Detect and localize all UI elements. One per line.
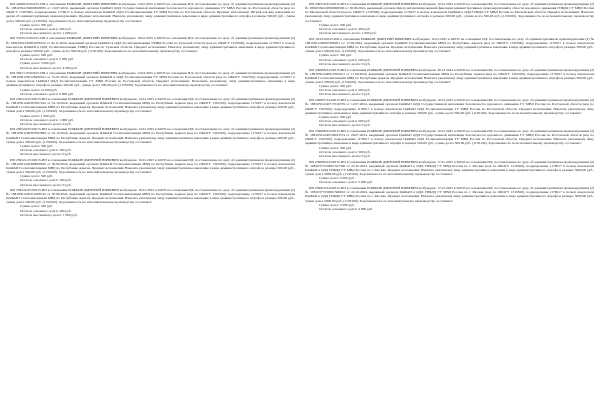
record-text: ИП 239807/24/02015-ИП в отношении РОЖКОВ ДМИТРИЙ ЮРЬЕВИЧ возбуждено 10.01.2025 в 62035 на основании ИД: постановление по делу об административном правонарушении (2) № 18810501240717016729 от 12.07.2024, выданный органом ЦАФАП ОДД Государственной инспекции безопасности дорожного движения ГУ МВД России по Ростовской области (код по ОКОГУ 1310500), подразделение 1176017 в пользу взыскателя ЦАФАП ОДД Госавтоинспекции ГУ МВД России по Ростовской области. Предмет исполнения: Наказать указанному лицу административное наказание в виде административного штрафа в размере 500,00 руб., сумма долга 500,00 руб. (1150100). Задолженность по исполнительному производству составляет: [305,98,594,115]
proceeding-record [305,129,594,158]
debt-amount-line: Остаток основного долга: 490 руб. [319,26,371,31]
debt-amount-line: Сумма долга: 5 000 руб. [319,202,355,207]
debt-amount-line: Сумма долга: 500 руб. [20,143,54,148]
debt-amount-line: Сумма долга: 500 руб. [319,53,353,58]
debt-amount-line: Остаток неосновного долга: 0 руб. [319,92,371,97]
debt-amount-line: Остаток основного долга: 5 000 руб. [20,57,75,62]
proceeding-record [305,160,594,185]
debt-amount-line: Остаток неосновного долга: 0 руб. [20,182,72,187]
debt-amount-line: Сумма долга: 500 руб. [319,84,353,89]
debt-amount-line: Сумма долга: 500 руб. [319,114,353,119]
proceeding-record [6,97,295,126]
debt-amount-line: Сумма долга: 5 000 руб. [319,176,355,181]
debt-amount-line: Остаток основного долга: 1 000 руб. [20,117,75,122]
record-text: ИП 49468/25/02015-ИП в отношении РОЖКОВ ДМИТРИЙ ЮРЬЕВИЧ возбуждено 14.02.2025 в 62035 на основании ИД: постановление по делу об административном правонарушении (2) № 18810361250000028955 от 10.07.2024, выданный органом ЦАФАП ОДД Государственной инспекции безопасности дорожного движения ГУ МВД России по Ростовской области (код по ОКОГУ 1310500), подразделение 1176017 в пользу взыскателя ЦАФАП ОДД Госавтоинспекции ГУ МВД России по Ростовской области. Предмет исполнения: Штраф как вид наказания по делам об административных правонарушениях. Предмет исполнения: Наказать указанному лицу административное наказание в виде административного штрафа в размере 500,00 руб., сумма долга 500,00 руб. (1150100). Задолженность по исполнительному производству составляет: [6,2,295,23]
debt-amount-line: Остаток неосновного долга: 0 руб. [319,123,371,128]
debt-amount-line: Сумма долга: 500 руб. [319,22,353,27]
debt-amount-line: Сумма долга: 10 000 руб. [20,87,58,92]
record-text: ИП 58471/25/02015-ИП в отношении РОЖКОВ ДМИТРИЙ ЮРЬЕВИЧ возбуждено 14.04.2025 в 62035 на основании ИД: постановление по делу об административном правонарушении (2) № 18810361250128200521 от 31.01.2025, выданный органом ЦАФАП в ОДД Госавтоинспекции ГУ МВД России по Ростовской области (код по ОКОГУ 1310500), подразделение 1176017 в пользу взыскателя ЦАФАП ОДД Госавтоинспекции ГУ МВД России по Ростовской области. Предмет исполнения: Исполнить указанному лицу административное наказание в виде административного штрафа в размере 500,00 руб., сумма долга 500,00 руб. (1150100). Задолженность по исполнительному производству составляет: [6,70,295,88]
debt-amount-line: Сумма долга: 5 000 руб. [20,61,56,66]
debt-amount-line: Остаток основного долга: 9 800 руб. [20,91,75,96]
debt-amount-line: Остаток основного долга: 490 руб. [20,26,72,31]
debt-amount-line: Остаток основного долга: 500 руб. [20,178,72,183]
debt-amount-line: Сумма долга: 500 руб. [20,174,54,179]
debt-amount-line: Сумма долга: 500 руб. [20,53,54,58]
debt-amount-line: Сумма долга: 500 руб. [20,204,54,209]
proceeding-record [305,2,594,35]
record-text: ИП 239522/25/02015-ИП в отношении РОЖКОВ ДМИТРИЙ ЮРЬЕВИЧ возбуждено 10.01.2025 в 62035 на основании ИД: постановление по делу об административном правонарушении (2) № 18810501240311008745 от 30.09.2024, выданный органом ЦАФАП Госавтоинспекции МВД по Республике Адыгея (код по ОКОГУ 1310500), подразделение 1176017 в пользу взыскателя ЦАФАП Госавтоинспекции МВД по Республике Адыгея. Предмет исполнения: Наказать указанному лицу административное наказание в виде административного штрафа в размере 500,00 руб., сумма долга 500,00 руб. (1150100). Задолженность по исполнительному производству составляет: [6,187,295,205]
record-text: ИП 239521/25/02015-ИП в отношении РОЖКОВ ДМИТРИЙ ЮРЬЕВИЧ возбуждено 10.01.2025 в 62035 на основании ИД: постановление по делу об административном правонарушении (2) № 18810501240309000826 от 30.09.2024, выданный органом ЦАФАП Госавтоинспекции МВД по Республике Адыгея (код по ОКОГУ 1310500), подразделение 1176017 в пользу взыскателя ЦАФАП Госавтоинспекции МВД по Республике Адыгея. Предмет исполнения: Наказать указанному лицу административное наказание в виде административного штрафа в размере 500,00 руб., сумма долга 500,00 руб. (1150100). Задолженность по исполнительному производству составляет: [6,157,295,175]
proceeding-record [305,68,594,97]
debt-amount-line: Остаток неосновного долга: 0 руб. [319,61,371,66]
record-text: ИП 239520/25/02015-ИП в отношении РОЖКОВ ДМИТРИЙ ЮРЬЕВИЧ возбуждено 14.01.2025 в 62035 на основании ИД: постановление по делу об административном правонарушении (2) № 18810501240307007889 от 01.10.2024, выданный органом ЦАФАП Госавтоинспекции МВД по Республике Адыгея (код по ОКОГУ 1310500), подразделение 1176017 в пользу взыскателя ЦАФАП Госавтоинспекции МВД по Республике Адыгея. Предмет исполнения: Наказать указанному лицу административное наказание в виде административного штрафа в размере 500,00 руб., сумма долга 500,00 руб. (1150100). Задолженность по исполнительному производству составляет: [6,127,295,144]
proceeding-record [6,127,295,156]
debt-amount-line: Остаток неосновного долга: 1 000 руб. [319,31,377,36]
debt-amount-line: Остаток неосновного долга: 0 руб. [319,153,371,158]
proceeding-record [6,188,295,217]
proceeding-record [6,2,295,35]
debt-amount-line: Сумма долга: 500 руб. [319,145,353,150]
debt-amount-line: Остаток основного долга: 500 руб. [20,148,72,153]
right-column [305,2,594,402]
record-text: ИП 239809/24/02015-ИП в отношении РОЖКОВ ДМИТРИЙ ЮРЬЕВИЧ возбуждено 17.01.2025 в 62035 на основании ИД: постановление по делу об административном правонарушении (2) № 18810377250001527500 от 22.10.2024, выданный органом ЦАФАП в ОДД ГИБДД ГУ МВД России по г. Москве (код по ОКОГУ 1310500), подразделение 1176017 в пользу взыскателя ЦАФАП в ОДД ГИБДД ГУ МВД России по г. Москве. Предмет исполнения: Наказать указанному лицу административное наказание в виде административного штрафа в размере 5000,00 руб., сумма долга 5000,00 руб. (1150100). Задолженность по исполнительному производству составляет: [305,159,594,177]
debt-amount-line: Остаток неосновного долга: 0 руб. [20,152,72,157]
debt-amount-line: Остаток основного долга: 500 руб. [319,88,371,93]
debt-amount-line: Сумма долга: 1 000 руб. [20,113,56,118]
proceeding-record [6,71,295,96]
proceeding-record [6,158,295,187]
debt-amount-line: Остаток основного долга: 4 900 руб. [319,206,374,211]
record-text: ИП 19/25/02015-ИП в отношении РОЖКОВ ДМИТРИЙ ЮРЬЕВИЧ возбуждено 10.01.2025 в 62035 на основании ИД: постановление по делу об административном правонарушении (2) № 18810501240907488201 от 17.09.2024, выданный органом ЦАФАП Госавтоинспекции МВД по Республике Адыгея (код по ОКОГУ 1310500), подразделение 1176017 в пользу взыскателя ЦАФАП Госавтоинспекции МВД по Республике Адыгея. Предмет исполнения: Наказать указанному лицу административное наказание в виде административного штрафа в размере 500,00 руб., сумма долга 500,00 руб. (1150100). Задолженность по исполнительному производству составляет: [305,36,594,54]
debt-amount-line: Сумма долга: 500 руб. [20,22,54,27]
debt-amount-line: Остаток неосновного долга: 1 000 руб. [20,31,78,36]
debt-amount-line: Остаток основного долга: 490 руб. [20,208,72,213]
debt-amount-line: Остаток основного долга: 500 руб. [319,57,371,62]
left-column [6,2,295,402]
debt-amount-line: Остаток основного долга: 500 руб. [319,149,371,154]
debt-amount-line: Остаток неосновного долга: 4 900 руб. [20,65,78,70]
record-text: ИП 239519/25/02015-ИП в отношении РОЖКОВ ДМИТРИЙ ЮРЬЕВИЧ возбуждено 14.01.2025 в 62035 на основании ИД: постановление по делу об административном правонарушении (2) № 18810501240307007242 от 01.10.2024, выданный органом ЦАФАП Госавтоинспекции МВД по Республике Адыгея (код по ОКОГУ 1310500), подразделение 1176017 в пользу взыскателя ЦАФАП Госавтоинспекции МВД по Республике Адыгея. Предмет исполнения: Наказать указанному лицу административное наказание в виде административного штрафа в размере 500,00 руб., сумма долга 500,00 руб. (1150100). Задолженность по исполнительному производству составляет: [6,97,295,114]
record-text: ИП 239810/24/02015-ИП в отношении РОЖКОВ ДМИТРИЙ ЮРЬЕВИЧ возбуждено 17.01.2025 в 62035 на основании ИД: постановление по делу об административном правонарушении (2) № 18810377250001560010 от 22.10.2024, выданный органом ЦАФАП в ОДД ГИБДД ГУ МВД России по г. Москве (код по ОКОГУ 1310500), подразделение 1176017 в пользу взыскателя ЦАФАП в ОДД ГИБДД ГУ МВД России по г. Москве. Предмет исполнения: Наказать указанному лицу административное наказание в виде административного штрафа в размере 5000,00 руб., сумма долга 5000,00 руб. (1150100). Задолженность по исполнительному производству составляет: [305,186,594,203]
record-text: ИП 239519/25/02015-ИП в отношении РОЖКОВ ДМИТРИЙ ЮРЬЕВИЧ возбуждено 10.01.2025 в 62035 на основании ИД: постановление по делу об административном правонарушении (2) № 18810562240309006500 от 30.09.2024, выданный органом Центр автоматизированной фиксации административных правонарушений в области дорожного движения ГИБДД ГУ МВД России по Московской области (код по ОКОГУ 1310500), подразделение 1176017 в пользу взыскателя ЦАФАП в ОДД ГИБДД ГУ МВД России по Московской области. Предмет исполнения: Наказать указанному лицу административное наказание в виде административного штрафа в размере 500,00 руб., сумма долга 500,00 руб. (1150100). Задолженность по исполнительному производству составляет: [305,2,594,23]
record-text: ИП 239806/24/02015-ИП в отношении РОЖКОВ ДМИТРИЙ ЮРЬЕВИЧ возбуждено 30.12.2024 в 62035 на основании ИД: постановление по делу об административном правонарушении (2) № 18810501240917063101 от 17.09.2024, выданный органом ЦАФАП Госавтоинспекции МВД по Республике Адыгея (код по ОКОГУ 1310500), подразделение 1176017 в пользу взыскателя ЦАФАП Госавтоинспекции МВД по Республике Адыгея. Предмет исполнения: Наказать указанному лицу административное наказание в виде административного штрафа в размере 500,00 руб., сумма долга 500,00 руб. (1150100). Задолженность по исполнительному производству составляет: [305,67,594,84]
proceeding-record [305,98,594,127]
debt-amount-line: Остаток основного долга: 500 руб. [319,119,371,123]
record-text: ИП 239808/24/02015-ИП в отношении РОЖКОВ ДМИТРИЙ ЮРЬЕВИЧ возбуждено 10.01.2025 в 62035 на основании ИД: постановление по делу об административном правонарушении (2) № 18810501240726023574 от 26.07.2024, выданный органом ЦАФАП ОДД Государственной инспекции безопасности дорожного движения ГУ МВД России по Ростовской области (код по ОКОГУ 1310500), подразделение 1176017 в пользу взыскателя ЦАФАП ОДД Госавтоинспекции ГУ МВД России по Ростовской области. Предмет исполнения: Наказать указанному лицу административное наказание в виде административного штрафа в размере 500,00 руб., сумма долга 500,00 руб. (1150100). Задолженность по исполнительному производству составляет: [305,128,594,146]
debt-amount-line: Остаток основного долга: 5 000 руб. [319,180,374,185]
proceeding-record [305,37,594,66]
record-text: ИП 53325/25/02015-ИП в отношении РОЖКОВ ДМИТРИЙ ЮРЬЕВИЧ возбуждено 18.02.2025 в 62035 на основании ИД: постановление по делу об административном правонарушении (2) № 18810361250001976522 от 20.11.2024, выданный органом ЦАФАП в ОДД Госавтоинспекции УМВД России по Тульской области (код по ОКОГУ 1310500), подразделение 1176017 в пользу взыскателя ЦАФАП в ОДД Госавтоинспекции УМВД России по Тульской области. Предмет исполнения: Наказать указанному лицу административное наказание в виде административного штрафа в размере 500,00 руб., сумма долга 500,00 руб. (1150100). Задолженность по исполнительному производству составляет: [6,36,295,53]
debt-amount-line: Остаток неосновного долга: 1 000 руб. [20,212,78,217]
debt-amount-line: Остаток неосновного долга: 0 руб. [20,121,72,126]
proceeding-record [305,186,594,211]
proceeding-record [6,36,295,69]
